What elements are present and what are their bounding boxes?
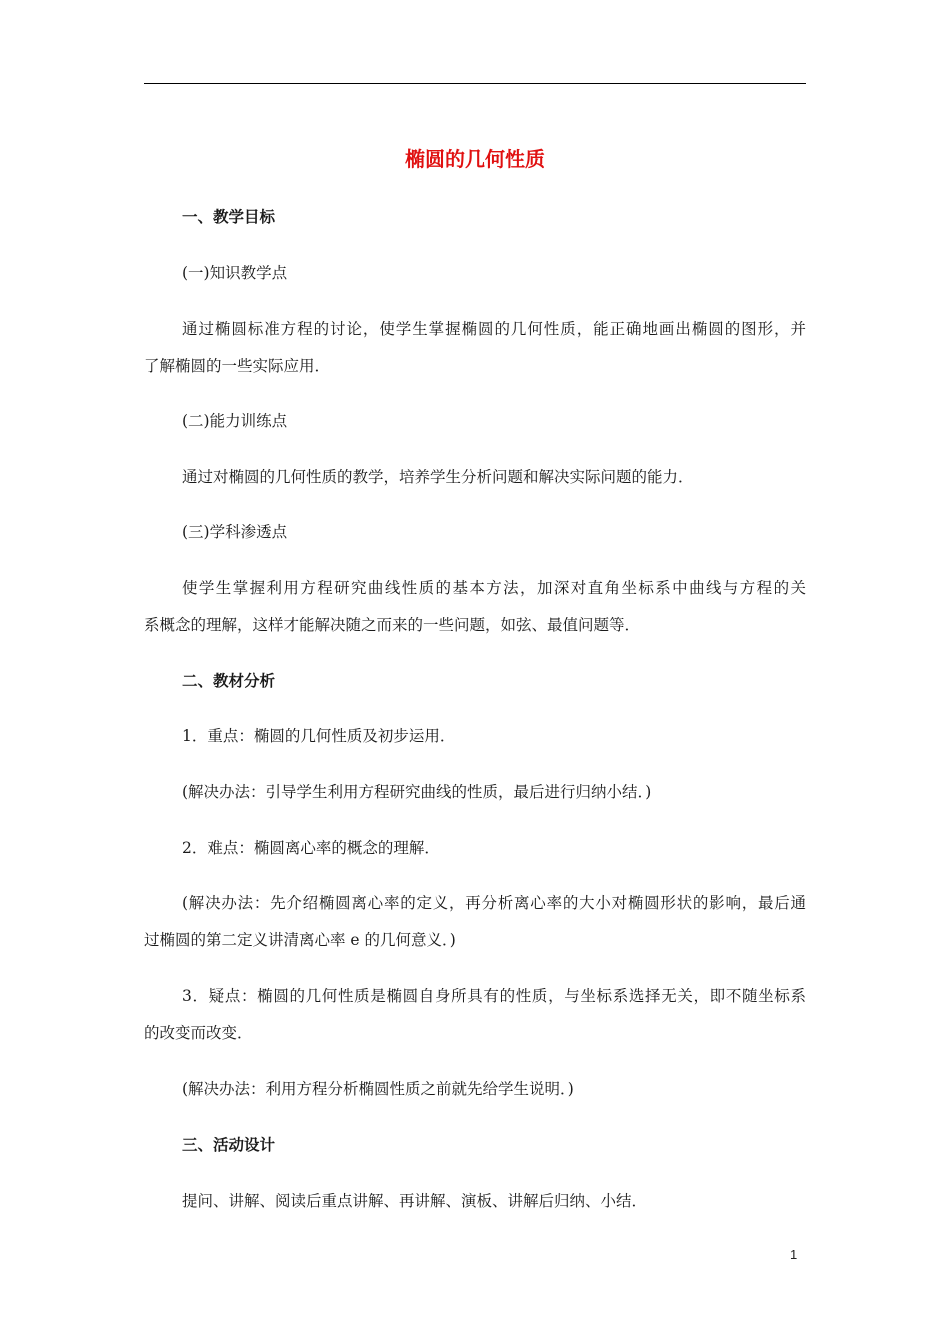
paragraph-doubt-line2: 的改变而改变．: [144, 1024, 253, 1042]
paragraph-key-point: 1．重点：椭圆的几何性质及初步运用．: [182, 727, 456, 745]
paragraph-penetration-line1: 使学生掌握利用方程研究曲线性质的基本方法，加深对直角坐标系中曲线与方程的关: [182, 579, 806, 597]
paragraph-difficulty-solution-line2: 过椭圆的第二定义讲清离心率 e 的几何意义．): [144, 931, 456, 949]
paragraph-activity-design: 提问、讲解、阅读后重点讲解、再讲解、演板、讲解后归纳、小结．: [182, 1192, 648, 1210]
section-heading-material-analysis: 二、教材分析: [182, 672, 276, 690]
paragraph-key-point-solution: (解决办法：引导学生利用方程研究曲线的性质，最后进行归纳小结．): [182, 783, 652, 801]
paragraph-difficulty-solution-line1: (解决办法：先介绍椭圆离心率的定义，再分析离心率的大小对椭圆形状的影响，最后通: [182, 894, 806, 912]
subheading-knowledge-points: (一)知识教学点: [182, 264, 288, 282]
section-heading-activity-design: 三、活动设计: [182, 1136, 276, 1154]
page-number: 1: [790, 1247, 798, 1262]
subheading-subject-penetration: (三)学科渗透点: [182, 523, 288, 541]
paragraph-difficulty: 2．难点：椭圆离心率的概念的理解．: [182, 839, 440, 857]
section-heading-teaching-goals: 一、教学目标: [182, 208, 276, 226]
paragraph-doubt-solution: (解决办法：利用方程分析椭圆性质之前就先给学生说明．): [182, 1080, 574, 1098]
paragraph-ability-training: 通过对椭圆的几何性质的教学，培养学生分析问题和解决实际问题的能力．: [182, 468, 694, 486]
paragraph-knowledge-line1: 通过椭圆标准方程的讨论，使学生掌握椭圆的几何性质，能正确地画出椭圆的图形，并: [182, 320, 806, 338]
paragraph-knowledge-line2: 了解椭圆的一些实际应用．: [144, 357, 331, 375]
header-rule: [144, 83, 806, 84]
paragraph-doubt-line1: 3．疑点：椭圆的几何性质是椭圆自身所具有的性质，与坐标系选择无关，即不随坐标系: [182, 987, 806, 1005]
subheading-ability-training: (二)能力训练点: [182, 412, 288, 430]
document-title: 椭圆的几何性质: [405, 147, 545, 171]
paragraph-penetration-line2: 系概念的理解，这样才能解决随之而来的一些问题，如弦、最值问题等．: [144, 616, 641, 634]
